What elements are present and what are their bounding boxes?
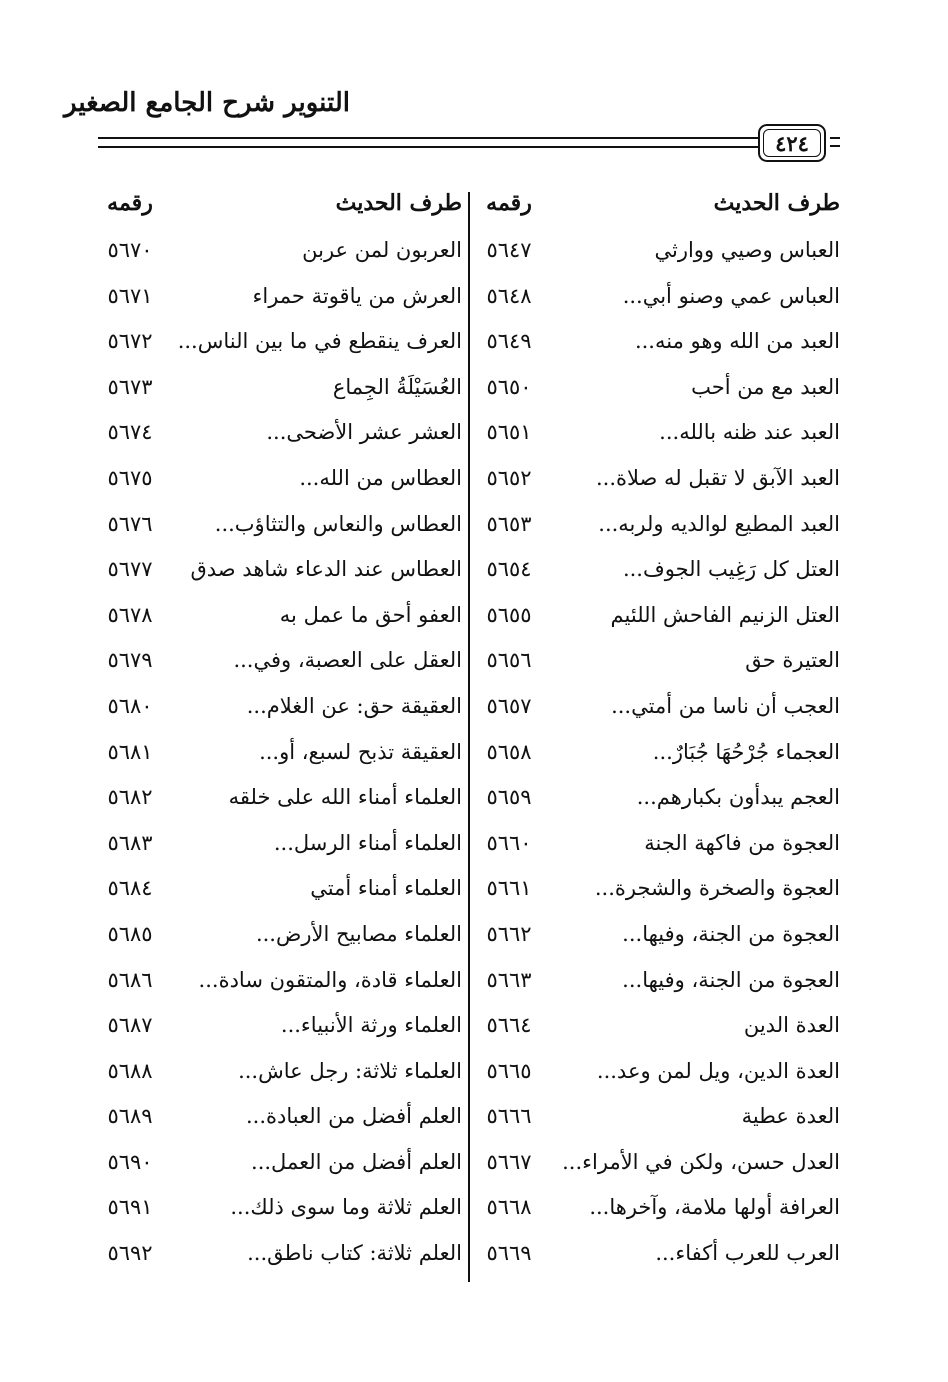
table-row xyxy=(0,913,948,959)
left-hadith-text: العطاس والنعاس والتثاؤب... xyxy=(214,511,462,536)
table-row xyxy=(0,229,948,275)
right-hadith-text: العبد الآبق لا تقبل له صلاة... xyxy=(595,465,840,490)
right-hadith-text: العجوة والصخرة والشجرة... xyxy=(594,876,840,901)
right-hadith-text: العبد عند ظنه بالله... xyxy=(659,420,840,445)
right-hadith-text: العجوة من فاكهة الجنة xyxy=(644,830,840,855)
left-hadith-text: العلماء أمناء الرسل... xyxy=(273,830,462,855)
left-hadith-text: العلماء أمناء الله على خلقه xyxy=(228,785,462,810)
left-column-number-header: رقمه xyxy=(107,190,153,216)
left-hadith-number: ٥٦٩٢ xyxy=(107,1241,153,1266)
right-hadith-number: ٥٦٥٧ xyxy=(486,693,532,718)
left-hadith-text: العلماء مصابيح الأرض... xyxy=(255,921,462,946)
right-hadith-text: العتل كل رَغِيب الجوف... xyxy=(622,557,840,582)
left-hadith-number: ٥٦٨٩ xyxy=(107,1104,153,1129)
table-row xyxy=(0,731,948,777)
table-row xyxy=(0,867,948,913)
table-row xyxy=(0,411,948,457)
right-hadith-text: العتيرة حق xyxy=(745,648,840,673)
left-hadith-number: ٥٦٧٩ xyxy=(107,648,153,673)
right-hadith-number: ٥٦٤٨ xyxy=(486,283,532,308)
right-hadith-number: ٥٦٦٨ xyxy=(486,1195,532,1220)
left-hadith-number: ٥٦٧٣ xyxy=(107,374,153,399)
left-hadith-number: ٥٦٨٠ xyxy=(107,693,153,718)
table-row xyxy=(0,366,948,412)
left-hadith-number: ٥٦٨٣ xyxy=(107,830,153,855)
left-hadith-number: ٥٦٧٤ xyxy=(107,420,153,445)
right-hadith-number: ٥٦٥٩ xyxy=(486,785,532,810)
left-hadith-text: العفو أحق ما عمل به xyxy=(279,602,462,627)
left-hadith-text: العربون لمن عربن xyxy=(302,238,462,262)
left-hadith-text: العقيقة حق: عن الغلام... xyxy=(246,693,462,718)
left-hadith-number: ٥٦٧١ xyxy=(107,283,153,308)
right-hadith-text: العبد المطيع لوالديه ولربه... xyxy=(598,511,840,536)
right-hadith-text: العباس وصيي ووارثي xyxy=(654,238,840,262)
left-hadith-number: ٥٦٨٢ xyxy=(107,785,153,810)
header-rule-top xyxy=(98,137,758,139)
left-hadith-number: ٥٦٧٨ xyxy=(107,602,153,627)
left-hadith-text: العلم أفضل من العبادة... xyxy=(245,1104,462,1129)
left-hadith-number: ٥٦٩١ xyxy=(107,1195,153,1220)
left-hadith-number: ٥٦٧٥ xyxy=(107,465,153,490)
right-hadith-text: العبد من الله وهو منه... xyxy=(634,329,840,354)
header-rule-bottom xyxy=(98,146,758,148)
right-hadith-text: العجوة من الجنة، وفيها... xyxy=(622,967,840,992)
right-hadith-text: العدة الدين، ويل لمن وعد... xyxy=(596,1058,840,1083)
left-hadith-number: ٥٦٧٧ xyxy=(107,557,153,582)
book-title: التنوير شرح الجامع الصغير xyxy=(64,88,350,118)
right-hadith-text: العجب أن ناسا من أمتي... xyxy=(611,693,840,718)
left-hadith-text: العلماء ثلاثة: رجل عاش... xyxy=(238,1058,462,1083)
right-hadith-text: العجم يبدأون بكبارهم... xyxy=(636,785,840,810)
left-hadith-text: العرش من ياقوتة حمراء xyxy=(252,283,462,308)
right-hadith-number: ٥٦٥٥ xyxy=(486,602,532,627)
left-hadith-number: ٥٦٨٤ xyxy=(107,876,153,901)
left-hadith-text: العلم ثلاثة: كتاب ناطق... xyxy=(247,1241,462,1266)
left-column-hadith-header: طرف الحديث xyxy=(335,190,462,216)
left-hadith-text: العطاس من الله... xyxy=(299,465,462,490)
right-hadith-number: ٥٦٦٠ xyxy=(486,830,532,855)
right-hadith-text: العباس عمي وصنو أبي... xyxy=(622,283,840,308)
right-hadith-text: العدل حسن، ولكن في الأمراء... xyxy=(562,1149,840,1174)
left-hadith-number: ٥٦٩٠ xyxy=(107,1149,153,1174)
left-hadith-text: العشر عشر الأضحى... xyxy=(266,420,462,445)
table-row xyxy=(0,685,948,731)
right-hadith-number: ٥٦٥٢ xyxy=(486,465,532,490)
table-row xyxy=(0,503,948,549)
left-hadith-number: ٥٦٨٥ xyxy=(107,921,153,946)
right-hadith-number: ٥٦٦٦ xyxy=(486,1104,532,1129)
right-hadith-text: العرب للعرب أكفاء... xyxy=(655,1241,840,1266)
left-hadith-number: ٥٦٨١ xyxy=(107,739,153,764)
right-hadith-number: ٥٦٥٠ xyxy=(486,374,532,399)
right-hadith-number: ٥٦٤٧ xyxy=(486,238,532,262)
right-hadith-text: العدة عطية xyxy=(741,1104,840,1129)
left-hadith-text: العرف ينقطع في ما بين الناس... xyxy=(177,329,462,354)
right-hadith-text: العجماء جُرْحُهَا جُبَارٌ... xyxy=(652,739,840,764)
right-hadith-number: ٥٦٥٦ xyxy=(486,648,532,673)
table-row xyxy=(0,457,948,503)
table-row xyxy=(0,275,948,321)
table-row xyxy=(0,1141,948,1187)
index-table xyxy=(0,229,948,1278)
right-hadith-number: ٥٦٦٧ xyxy=(486,1149,532,1174)
table-row xyxy=(0,1004,948,1050)
page-number-box xyxy=(758,124,826,162)
left-hadith-number: ٥٦٧٢ xyxy=(107,329,153,354)
right-hadith-text: العدة الدين xyxy=(743,1013,840,1038)
right-hadith-number: ٥٦٦١ xyxy=(486,876,532,901)
table-row xyxy=(0,548,948,594)
page-number: ٤٢٤ xyxy=(763,129,821,157)
right-hadith-number: ٥٦٥٣ xyxy=(486,511,532,536)
table-row xyxy=(0,776,948,822)
table-row xyxy=(0,822,948,868)
right-hadith-number: ٥٦٥٤ xyxy=(486,557,532,582)
right-hadith-number: ٥٦٦٩ xyxy=(486,1241,532,1266)
right-hadith-number: ٥٦٦٢ xyxy=(486,921,532,946)
left-hadith-text: العلم أفضل من العمل... xyxy=(251,1149,462,1174)
right-column-hadith-header: طرف الحديث xyxy=(713,190,840,216)
left-hadith-text: العلماء أمناء أمتي xyxy=(310,876,462,901)
right-hadith-text: العبد مع من أحب xyxy=(691,374,840,399)
right-hadith-number: ٥٦٤٩ xyxy=(486,329,532,354)
left-hadith-text: العقيقة تذبح لسبع، أو... xyxy=(259,739,462,764)
left-hadith-text: العطاس عند الدعاء شاهد صدق xyxy=(190,557,462,582)
left-hadith-text: العلم ثلاثة وما سوى ذلك... xyxy=(230,1195,462,1220)
table-row xyxy=(0,320,948,366)
right-hadith-text: العرافة أولها ملامة، وآخرها... xyxy=(589,1195,840,1220)
right-hadith-number: ٥٦٦٤ xyxy=(486,1013,532,1038)
left-hadith-text: العلماء قادة، والمتقون سادة... xyxy=(198,967,462,992)
left-hadith-number: ٥٦٨٦ xyxy=(107,967,153,992)
left-hadith-number: ٥٦٨٨ xyxy=(107,1058,153,1083)
left-hadith-text: العقل على العصبة، وفي... xyxy=(233,648,462,673)
table-row xyxy=(0,1232,948,1278)
left-hadith-number: ٥٦٨٧ xyxy=(107,1013,153,1038)
table-row xyxy=(0,594,948,640)
left-hadith-number: ٥٦٧٦ xyxy=(107,511,153,536)
table-row xyxy=(0,1050,948,1096)
right-hadith-number: ٥٦٦٣ xyxy=(486,967,532,992)
right-hadith-text: العجوة من الجنة، وفيها... xyxy=(622,921,840,946)
left-hadith-number: ٥٦٧٠ xyxy=(107,238,153,262)
right-hadith-text: العتل الزنيم الفاحش اللئيم xyxy=(610,602,840,627)
right-column-number-header: رقمه xyxy=(486,190,532,216)
right-hadith-number: ٥٦٥١ xyxy=(486,420,532,445)
left-hadith-text: العُسَيْلَةُ الجِماع xyxy=(332,374,462,399)
table-row xyxy=(0,639,948,685)
right-hadith-number: ٥٦٦٥ xyxy=(486,1058,532,1083)
header-ornament xyxy=(830,136,840,148)
table-row xyxy=(0,1095,948,1141)
right-hadith-number: ٥٦٥٨ xyxy=(486,739,532,764)
left-hadith-text: العلماء ورثة الأنبياء... xyxy=(280,1013,462,1038)
table-row xyxy=(0,959,948,1005)
table-row xyxy=(0,1186,948,1232)
